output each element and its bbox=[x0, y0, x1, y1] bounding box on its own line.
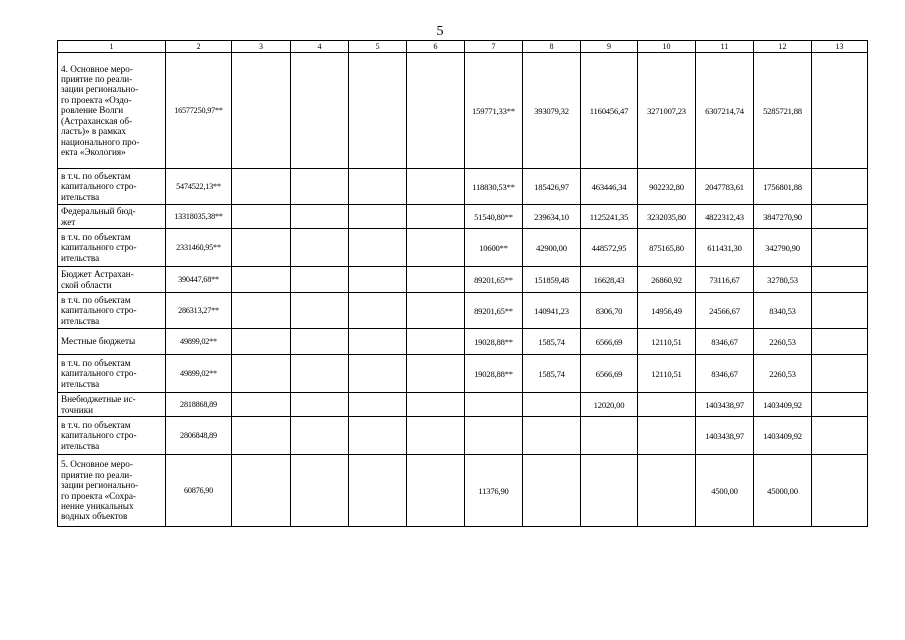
value-cell: 26860,92 bbox=[638, 267, 696, 293]
header-cell: 4 bbox=[291, 41, 349, 53]
value-cell bbox=[349, 267, 407, 293]
value-cell bbox=[232, 53, 291, 169]
value-cell: 1756801,88 bbox=[754, 169, 812, 205]
value-cell bbox=[812, 393, 868, 417]
value-cell: 185426,97 bbox=[523, 169, 581, 205]
value-cell: 5474522,13** bbox=[166, 169, 232, 205]
value-cell bbox=[407, 355, 465, 393]
row-label: Бюджет Астрахан- ской области bbox=[58, 267, 166, 293]
value-cell bbox=[349, 205, 407, 229]
value-cell bbox=[291, 455, 349, 527]
value-cell bbox=[232, 355, 291, 393]
value-cell: 159771,33** bbox=[465, 53, 523, 169]
value-cell: 16577250,97** bbox=[166, 53, 232, 169]
value-cell: 24566,67 bbox=[696, 293, 754, 329]
value-cell bbox=[407, 455, 465, 527]
value-cell: 2806848,89 bbox=[166, 417, 232, 455]
value-cell bbox=[812, 293, 868, 329]
value-cell bbox=[232, 267, 291, 293]
value-cell: 239634,10 bbox=[523, 205, 581, 229]
value-cell: 1585,74 bbox=[523, 355, 581, 393]
header-cell: 5 bbox=[349, 41, 407, 53]
header-cell: 10 bbox=[638, 41, 696, 53]
value-cell bbox=[465, 417, 523, 455]
value-cell bbox=[523, 455, 581, 527]
value-cell: 8346,67 bbox=[696, 355, 754, 393]
value-cell bbox=[407, 417, 465, 455]
value-cell bbox=[349, 293, 407, 329]
value-cell bbox=[812, 329, 868, 355]
value-cell bbox=[232, 329, 291, 355]
value-cell bbox=[232, 169, 291, 205]
table-row bbox=[58, 267, 868, 293]
value-cell: 2260,53 bbox=[754, 329, 812, 355]
value-cell bbox=[812, 53, 868, 169]
value-cell bbox=[407, 169, 465, 205]
header-row bbox=[58, 41, 868, 53]
row-label: Внебюджетные ис- точники bbox=[58, 393, 166, 417]
value-cell: 140941,23 bbox=[523, 293, 581, 329]
value-cell bbox=[291, 229, 349, 267]
header-cell: 6 bbox=[407, 41, 465, 53]
value-cell bbox=[291, 267, 349, 293]
value-cell bbox=[581, 455, 638, 527]
value-cell bbox=[291, 53, 349, 169]
table-row bbox=[58, 293, 868, 329]
value-cell: 73116,67 bbox=[696, 267, 754, 293]
page-number: 5 bbox=[436, 24, 444, 39]
table-row bbox=[58, 229, 868, 267]
value-cell bbox=[407, 205, 465, 229]
value-cell bbox=[349, 393, 407, 417]
header-cell: 9 bbox=[581, 41, 638, 53]
value-cell: 342790,90 bbox=[754, 229, 812, 267]
value-cell: 6307214,74 bbox=[696, 53, 754, 169]
value-cell: 10600** bbox=[465, 229, 523, 267]
value-cell bbox=[812, 205, 868, 229]
value-cell: 45000,00 bbox=[754, 455, 812, 527]
value-cell: 8340,53 bbox=[754, 293, 812, 329]
value-cell bbox=[232, 229, 291, 267]
value-cell: 1403409,92 bbox=[754, 417, 812, 455]
value-cell bbox=[291, 293, 349, 329]
value-cell bbox=[232, 417, 291, 455]
value-cell bbox=[581, 417, 638, 455]
value-cell: 118830,53** bbox=[465, 169, 523, 205]
value-cell: 19028,88** bbox=[465, 355, 523, 393]
table-row bbox=[58, 329, 868, 355]
value-cell bbox=[465, 393, 523, 417]
value-cell: 13318035,38** bbox=[166, 205, 232, 229]
value-cell bbox=[812, 169, 868, 205]
value-cell bbox=[407, 267, 465, 293]
value-cell: 2260,53 bbox=[754, 355, 812, 393]
header-cell: 11 bbox=[696, 41, 754, 53]
value-cell: 1125241,35 bbox=[581, 205, 638, 229]
table-row bbox=[58, 205, 868, 229]
value-cell: 902232,80 bbox=[638, 169, 696, 205]
value-cell bbox=[349, 329, 407, 355]
table-row bbox=[58, 169, 868, 205]
value-cell bbox=[291, 393, 349, 417]
row-label: 5. Основное меро- приятие по реали- зации регионально- го проекта «Сохра- нение уникальных водных объектов bbox=[58, 455, 166, 527]
value-cell: 2331460,95** bbox=[166, 229, 232, 267]
value-cell: 60876,90 bbox=[166, 455, 232, 527]
value-cell bbox=[638, 393, 696, 417]
row-label: Федеральный бюд- жет bbox=[58, 205, 166, 229]
value-cell bbox=[291, 355, 349, 393]
value-cell: 611431,30 bbox=[696, 229, 754, 267]
value-cell bbox=[638, 455, 696, 527]
value-cell bbox=[407, 329, 465, 355]
value-cell bbox=[232, 455, 291, 527]
value-cell bbox=[638, 417, 696, 455]
value-cell bbox=[291, 417, 349, 455]
value-cell bbox=[812, 355, 868, 393]
value-cell bbox=[349, 53, 407, 169]
value-cell: 42900,00 bbox=[523, 229, 581, 267]
value-cell: 393079,32 bbox=[523, 53, 581, 169]
value-cell bbox=[291, 169, 349, 205]
value-cell bbox=[812, 417, 868, 455]
value-cell bbox=[232, 393, 291, 417]
row-label: в т.ч. по объектам капитального стро- ительства bbox=[58, 169, 166, 205]
table-row bbox=[58, 393, 868, 417]
value-cell: 32780,53 bbox=[754, 267, 812, 293]
value-cell: 4822312,43 bbox=[696, 205, 754, 229]
table-row bbox=[58, 417, 868, 455]
value-cell bbox=[349, 229, 407, 267]
row-label: в т.ч. по объектам капитального стро- ительства bbox=[58, 293, 166, 329]
value-cell: 89201,65** bbox=[465, 267, 523, 293]
value-cell bbox=[291, 205, 349, 229]
value-cell: 11376,90 bbox=[465, 455, 523, 527]
value-cell bbox=[812, 267, 868, 293]
value-cell: 12110,51 bbox=[638, 329, 696, 355]
value-cell bbox=[349, 455, 407, 527]
value-cell bbox=[232, 205, 291, 229]
value-cell: 49899,02** bbox=[166, 329, 232, 355]
value-cell: 390447,68** bbox=[166, 267, 232, 293]
value-cell: 1403438,97 bbox=[696, 417, 754, 455]
value-cell: 448572,95 bbox=[581, 229, 638, 267]
value-cell bbox=[523, 393, 581, 417]
value-cell bbox=[232, 293, 291, 329]
row-label: в т.ч. по объектам капитального стро- ительства bbox=[58, 229, 166, 267]
value-cell: 16628,43 bbox=[581, 267, 638, 293]
value-cell: 286313,27** bbox=[166, 293, 232, 329]
row-label: 4. Основное меро- приятие по реали- зации регионально- го проекта «Оздо- ровление Волги (Астраханская об- ласть)» в рамках национального про- екта «Экология» bbox=[58, 53, 166, 169]
value-cell bbox=[349, 169, 407, 205]
header-cell: 8 bbox=[523, 41, 581, 53]
value-cell: 151859,48 bbox=[523, 267, 581, 293]
value-cell: 3271007,23 bbox=[638, 53, 696, 169]
value-cell: 3847270,90 bbox=[754, 205, 812, 229]
value-cell bbox=[291, 329, 349, 355]
value-cell: 4500,00 bbox=[696, 455, 754, 527]
header-cell: 3 bbox=[232, 41, 291, 53]
value-cell: 14956,49 bbox=[638, 293, 696, 329]
value-cell: 463446,34 bbox=[581, 169, 638, 205]
value-cell bbox=[407, 393, 465, 417]
row-label: Местные бюджеты bbox=[58, 329, 166, 355]
table-row bbox=[58, 355, 868, 393]
value-cell bbox=[407, 53, 465, 169]
value-cell: 3232035,80 bbox=[638, 205, 696, 229]
value-cell: 6566,69 bbox=[581, 329, 638, 355]
value-cell: 2047783,61 bbox=[696, 169, 754, 205]
value-cell bbox=[407, 229, 465, 267]
header-cell: 13 bbox=[812, 41, 868, 53]
value-cell bbox=[349, 355, 407, 393]
value-cell: 89201,65** bbox=[465, 293, 523, 329]
value-cell bbox=[349, 417, 407, 455]
table-row bbox=[58, 455, 868, 527]
value-cell bbox=[812, 229, 868, 267]
value-cell: 875165,80 bbox=[638, 229, 696, 267]
header-cell: 12 bbox=[754, 41, 812, 53]
table-row bbox=[58, 53, 868, 169]
value-cell: 51540,80** bbox=[465, 205, 523, 229]
row-label: в т.ч. по объектам капитального стро- ительства bbox=[58, 355, 166, 393]
header-cell: 2 bbox=[166, 41, 232, 53]
value-cell: 2818868,89 bbox=[166, 393, 232, 417]
value-cell: 12020,00 bbox=[581, 393, 638, 417]
value-cell: 49899,02** bbox=[166, 355, 232, 393]
value-cell: 8306,70 bbox=[581, 293, 638, 329]
value-cell: 5285721,88 bbox=[754, 53, 812, 169]
value-cell: 19028,88** bbox=[465, 329, 523, 355]
value-cell: 6566,69 bbox=[581, 355, 638, 393]
value-cell bbox=[407, 293, 465, 329]
value-cell: 1403409,92 bbox=[754, 393, 812, 417]
header-cell: 7 bbox=[465, 41, 523, 53]
value-cell bbox=[812, 455, 868, 527]
budget-table bbox=[57, 40, 868, 527]
value-cell: 8346,67 bbox=[696, 329, 754, 355]
value-cell: 1585,74 bbox=[523, 329, 581, 355]
value-cell: 1403438,97 bbox=[696, 393, 754, 417]
row-label: в т.ч. по объектам капитального стро- ительства bbox=[58, 417, 166, 455]
value-cell: 12110,51 bbox=[638, 355, 696, 393]
value-cell bbox=[523, 417, 581, 455]
header-cell: 1 bbox=[58, 41, 166, 53]
value-cell: 1160456,47 bbox=[581, 53, 638, 169]
